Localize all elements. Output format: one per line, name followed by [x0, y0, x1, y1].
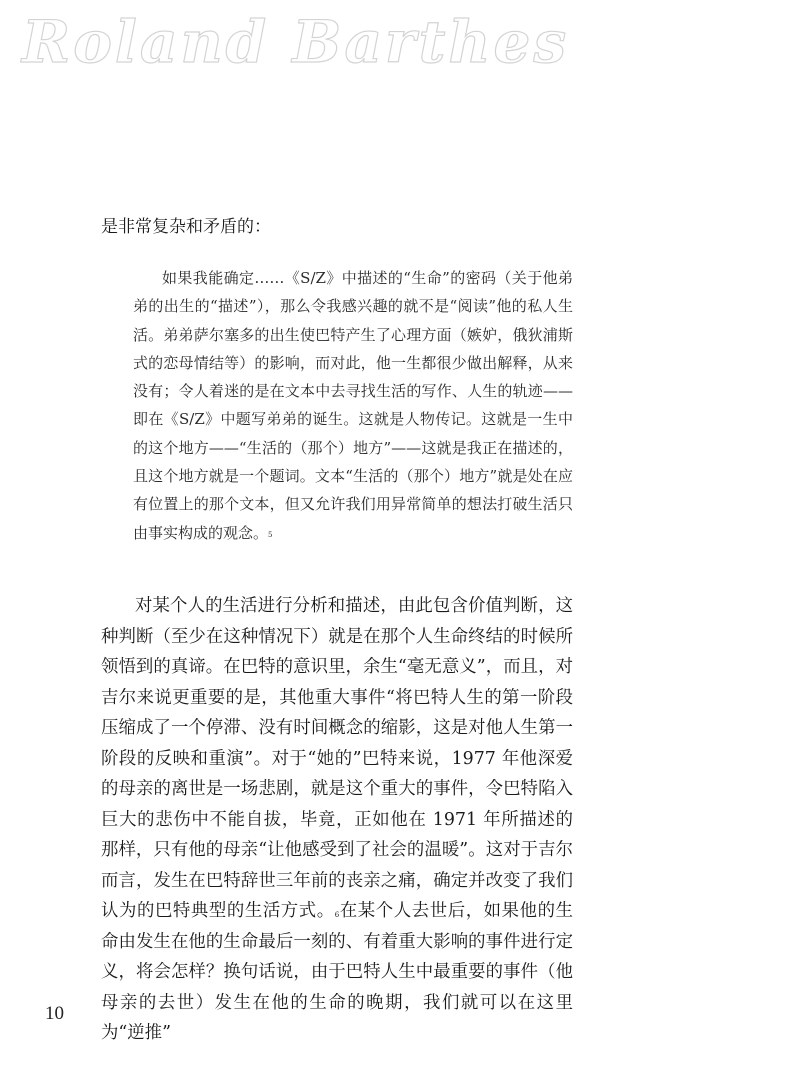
body-text-part-1: 对某个人的生活进行分析和描述，由此包含价值判断，这种判断（至少在这种情况下）就是在那个人生命终结的时候所领悟到的真谛。在巴特的意识里，余生“毫无意义”，而且，对吉尔来说更重要的是，其他重大事件“将巴特人生的第一阶段压缩成了一个停滞、没有时间概念的缩影，这是对他人生第一阶段的反映和重演”。对于“她的”巴特来说，1977 年他深爱的母亲的离世是一场悲剧，就是这个重大的事件，令巴特陷入巨大的悲伤中不能自拔，毕竟，正如他在 1971 年所描述的那样，只有他的母亲“让他感受到了社会的温暖”。这对于吉尔而言，发生在巴特辞世三年前的丧亲之痛，确定并改变了我们认为的巴特典型的生活方式。	[101, 596, 573, 921]
intro-paragraph: 是非常复杂和矛盾的：	[101, 217, 271, 237]
footnote-marker: 6	[334, 911, 340, 919]
body-paragraph	[101, 591, 573, 1049]
header-watermark: Roland Barthes	[22, 8, 570, 76]
body-text-part-2: 在某个人去世后，如果他的生命由发生在他的生命最后一刻的、有着重大影响的事件进行定义，将会怎样？换句话说，由于巴特人生中最重要的事件（他母亲的去世）发生在他的生命的晚期，我们就可以在这里为“逆推”	[101, 901, 573, 1043]
page-number: 10	[45, 1003, 64, 1024]
block-quote	[133, 264, 573, 547]
footnote-marker: 5	[268, 530, 273, 539]
quote-text: 如果我能确定……《S/Z》中描述的“生命”的密码（关于他弟弟的出生的“描述”），那么令我感兴趣的就不是“阅读”他的私人生活。弟弟萨尔塞多的出生使巴特产生了心理方面（嫉妒，俄狄浦斯式的恋母情结等）的影响，而对此，他一生都很少做出解释，从来没有；令人着迷的是在文本中去寻找生活的写作、人生的轨迹——即在《S/Z》中题写弟弟的诞生。这就是人物传记。这就是一生中的这个地方——“生活的（那个）地方”——这就是我正在描述的，且这个地方就是一个题词。文本“生活的（那个）地方”就是处在应有位置上的那个文本，但又允许我们用异常简单的想法打破生活只由事实构成的观念。	[133, 269, 573, 542]
